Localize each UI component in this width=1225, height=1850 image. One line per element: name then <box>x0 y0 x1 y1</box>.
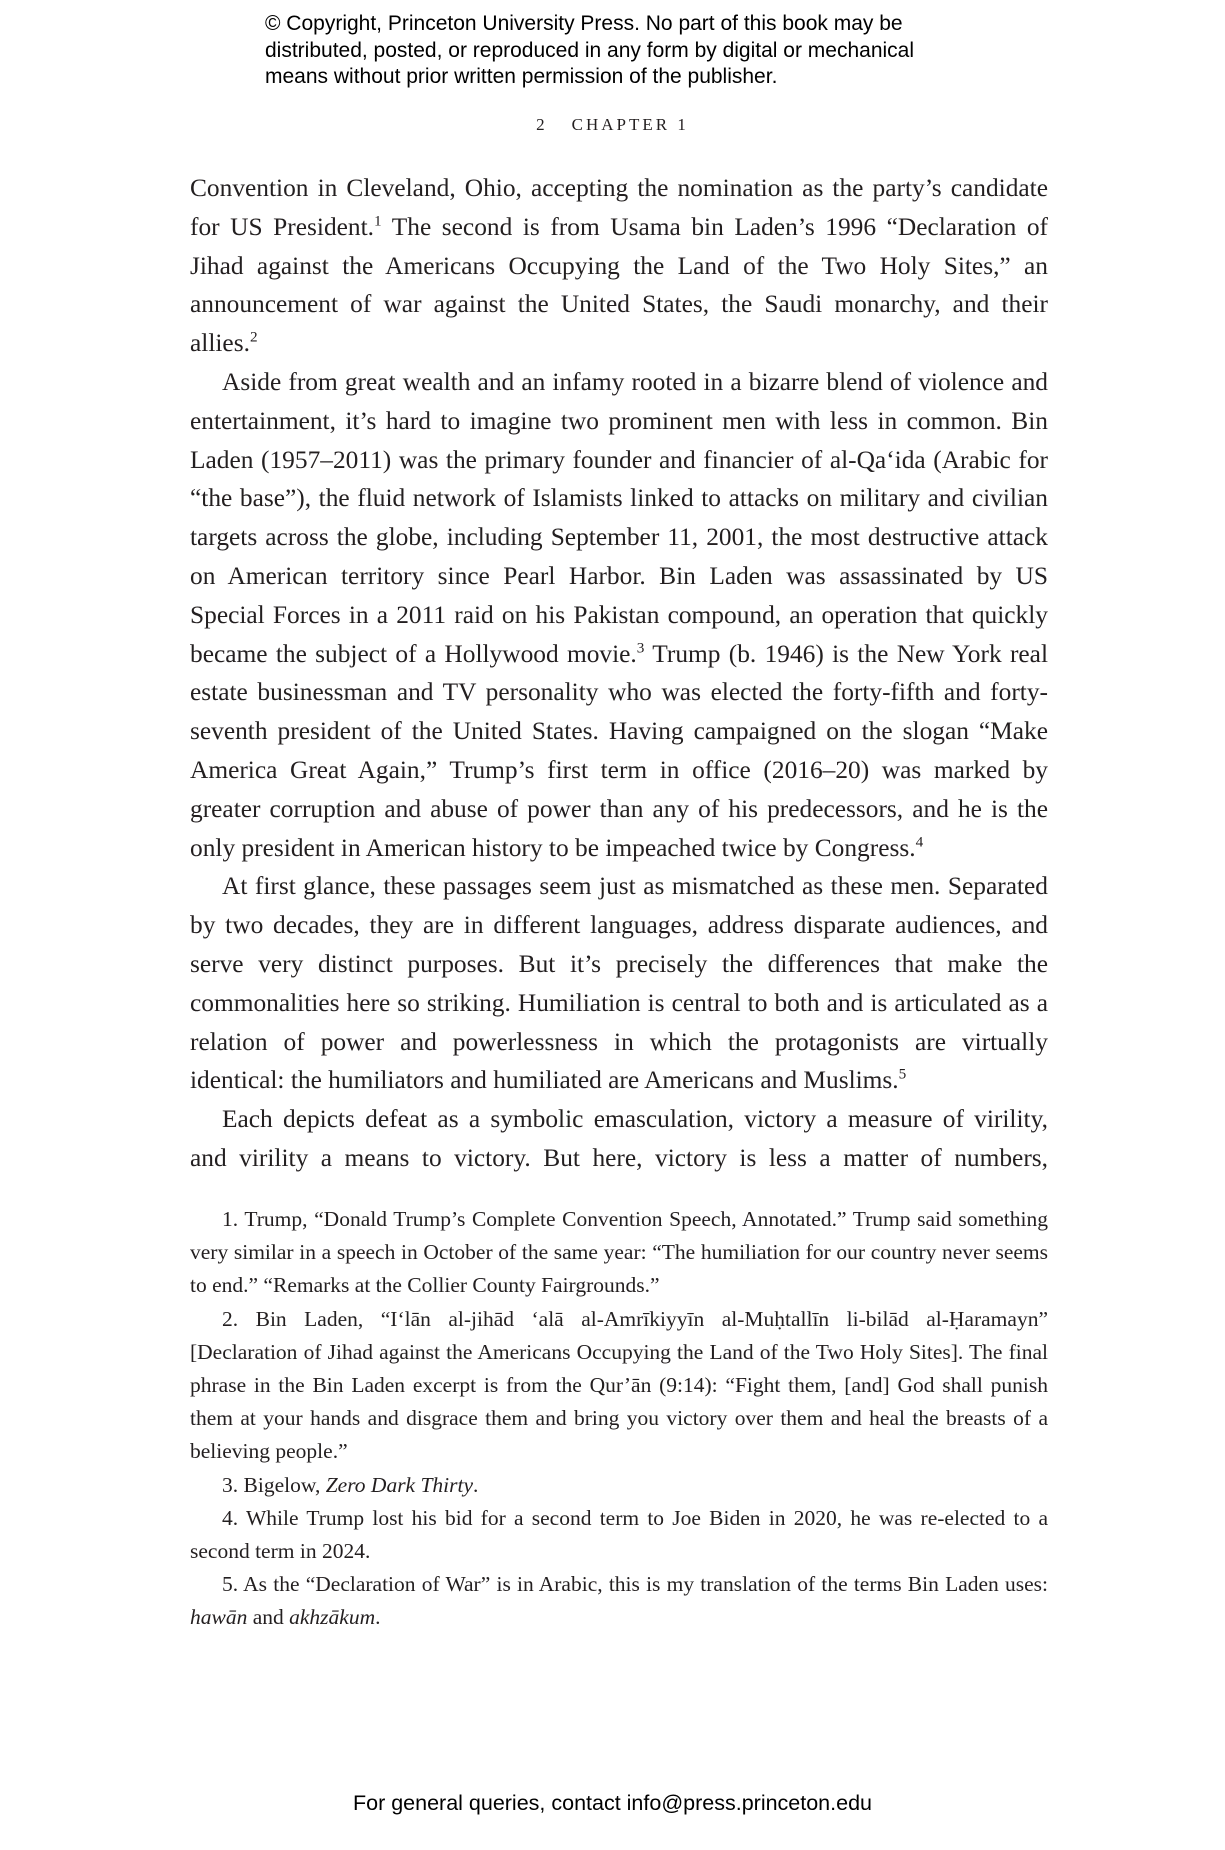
footnote <box>190 1469 1048 1502</box>
text-run: Convention in Cleveland, Ohio, accepting the nomination as the party’s candidate for US President. <box>190 174 1048 241</box>
text-run: . <box>375 1605 381 1630</box>
text-run: 1. Trump, “Donald Trump’s Complete Convention Speech, Annotated.” Trump said something very similar in a speech in October of the same year: “The humiliation for our country never seems to end.” “Remarks at the Collier County Fairgrounds.” <box>190 1207 1048 1298</box>
italic-text: Zero Dark Thirty <box>325 1472 474 1497</box>
copyright-line: © Copyright, Princeton University Press. No part of this book may be <box>265 12 903 35</box>
body-text <box>190 169 1048 1178</box>
footnote <box>190 1203 1048 1303</box>
copyright-line: means without prior written permission of the publisher. <box>265 65 778 88</box>
text-run: 5. As the “Declaration of War” is in Arabic, this is my translation of the terms Bin Laden uses: <box>222 1572 1048 1597</box>
body-paragraph <box>190 363 1048 867</box>
footer-contact: For general queries, contact info@press.princeton.edu <box>352 1791 872 1815</box>
text-run: Trump (b. 1946) is the New York real estate businessman and TV personality who was elected the forty-fifth and forty-seventh president of the United States. Having campaigned on the slogan “Make America Great Again,” Trump’s first term in office (2016–20) was marked by greater corruption and abuse of power than any of his predecessors, and he is the only president in American history to be impeached twice by Congress. <box>190 639 1048 862</box>
page-number: 2 <box>536 115 548 134</box>
footnote-marker: 2 <box>249 328 258 346</box>
footnote-marker: 5 <box>898 1065 907 1083</box>
chapter-title: CHAPTER 1 <box>571 115 689 134</box>
text-run: 2. Bin Laden, “I‘lān al-jihād ‘alā al-Amrīkiyyīn al-Muḥtallīn li-bilād al-Ḥaramayn” [Declaration of Jihad against the Americans Occupying the Land of the Two Holy Sites]. The final phrase in the Bin Laden excerpt is from the Qur’ān (9:14): “Fight them, [and] God shall punish them at your hands and disgrace them and bring you victory over them and heal the breasts of a believing people.” <box>190 1306 1048 1464</box>
text-run: 4. While Trump lost his bid for a second term to Joe Biden in 2020, he was re-elected to a second term in 2024. <box>190 1505 1048 1564</box>
text-run: 3. Bigelow, <box>222 1472 326 1497</box>
footnote-marker: 1 <box>374 212 382 230</box>
text-run: At first glance, these passages seem just as mismatched as these men. Separated by two decades, they are in different languages, address disparate audiences, and serve very distinct purposes. But it’s precisely the differences that make the commonalities here so striking. Humiliation is central to both and is articulated as a relation of power and powerlessness in which the protagonists are virtually identical: the humiliators and humiliated are Americans and Muslims. <box>190 872 1048 1095</box>
body-paragraph <box>190 169 1048 363</box>
footnote-marker: 4 <box>915 833 924 851</box>
footnote <box>190 1303 1048 1469</box>
text-run: Aside from great wealth and an infamy rooted in a bizarre blend of violence and entertainment, it’s hard to imagine two prominent men with less in common. Bin Laden (1957–2011) was the primary founder and financier of al-Qa‘ida (Arabic for “the base”), the fluid network of Islamists linked to attacks on military and civilian targets across the globe, including September 11, 2001, the most destructive attack on American territory since Pearl Harbor. Bin Laden was assassinated by US Special Forces in a 2011 raid on his Pakistan compound, an operation that quickly became the subject of a Hollywood movie. <box>190 367 1048 668</box>
footnote-marker: 3 <box>636 639 645 657</box>
running-head <box>0 115 1225 135</box>
copyright-line: distributed, posted, or reproduced in any form by digital or mechanical <box>265 38 915 62</box>
text-run: Each depicts defeat as a symbolic emasculation, victory a measure of virility, and virility a means to victory. But here, victory is less a matter of numbers, <box>190 1105 1048 1172</box>
footnote <box>190 1502 1048 1568</box>
copyright-notice <box>265 11 1005 91</box>
footnotes <box>190 1203 1048 1635</box>
text-run: and <box>247 1605 290 1630</box>
body-paragraph <box>190 1100 1048 1178</box>
italic-text: akhzākum <box>289 1605 376 1630</box>
footnote <box>190 1568 1048 1634</box>
italic-text: hawān <box>190 1605 248 1630</box>
body-paragraph <box>190 867 1048 1100</box>
text-run: . <box>473 1472 479 1497</box>
text-run: The second is from Usama bin Laden’s 1996 “Declaration of Jihad against the Americans Occupying the Land of the Two Holy Sites,” an announcement of war against the United States, the Saudi monarchy, and their allies. <box>190 212 1048 358</box>
